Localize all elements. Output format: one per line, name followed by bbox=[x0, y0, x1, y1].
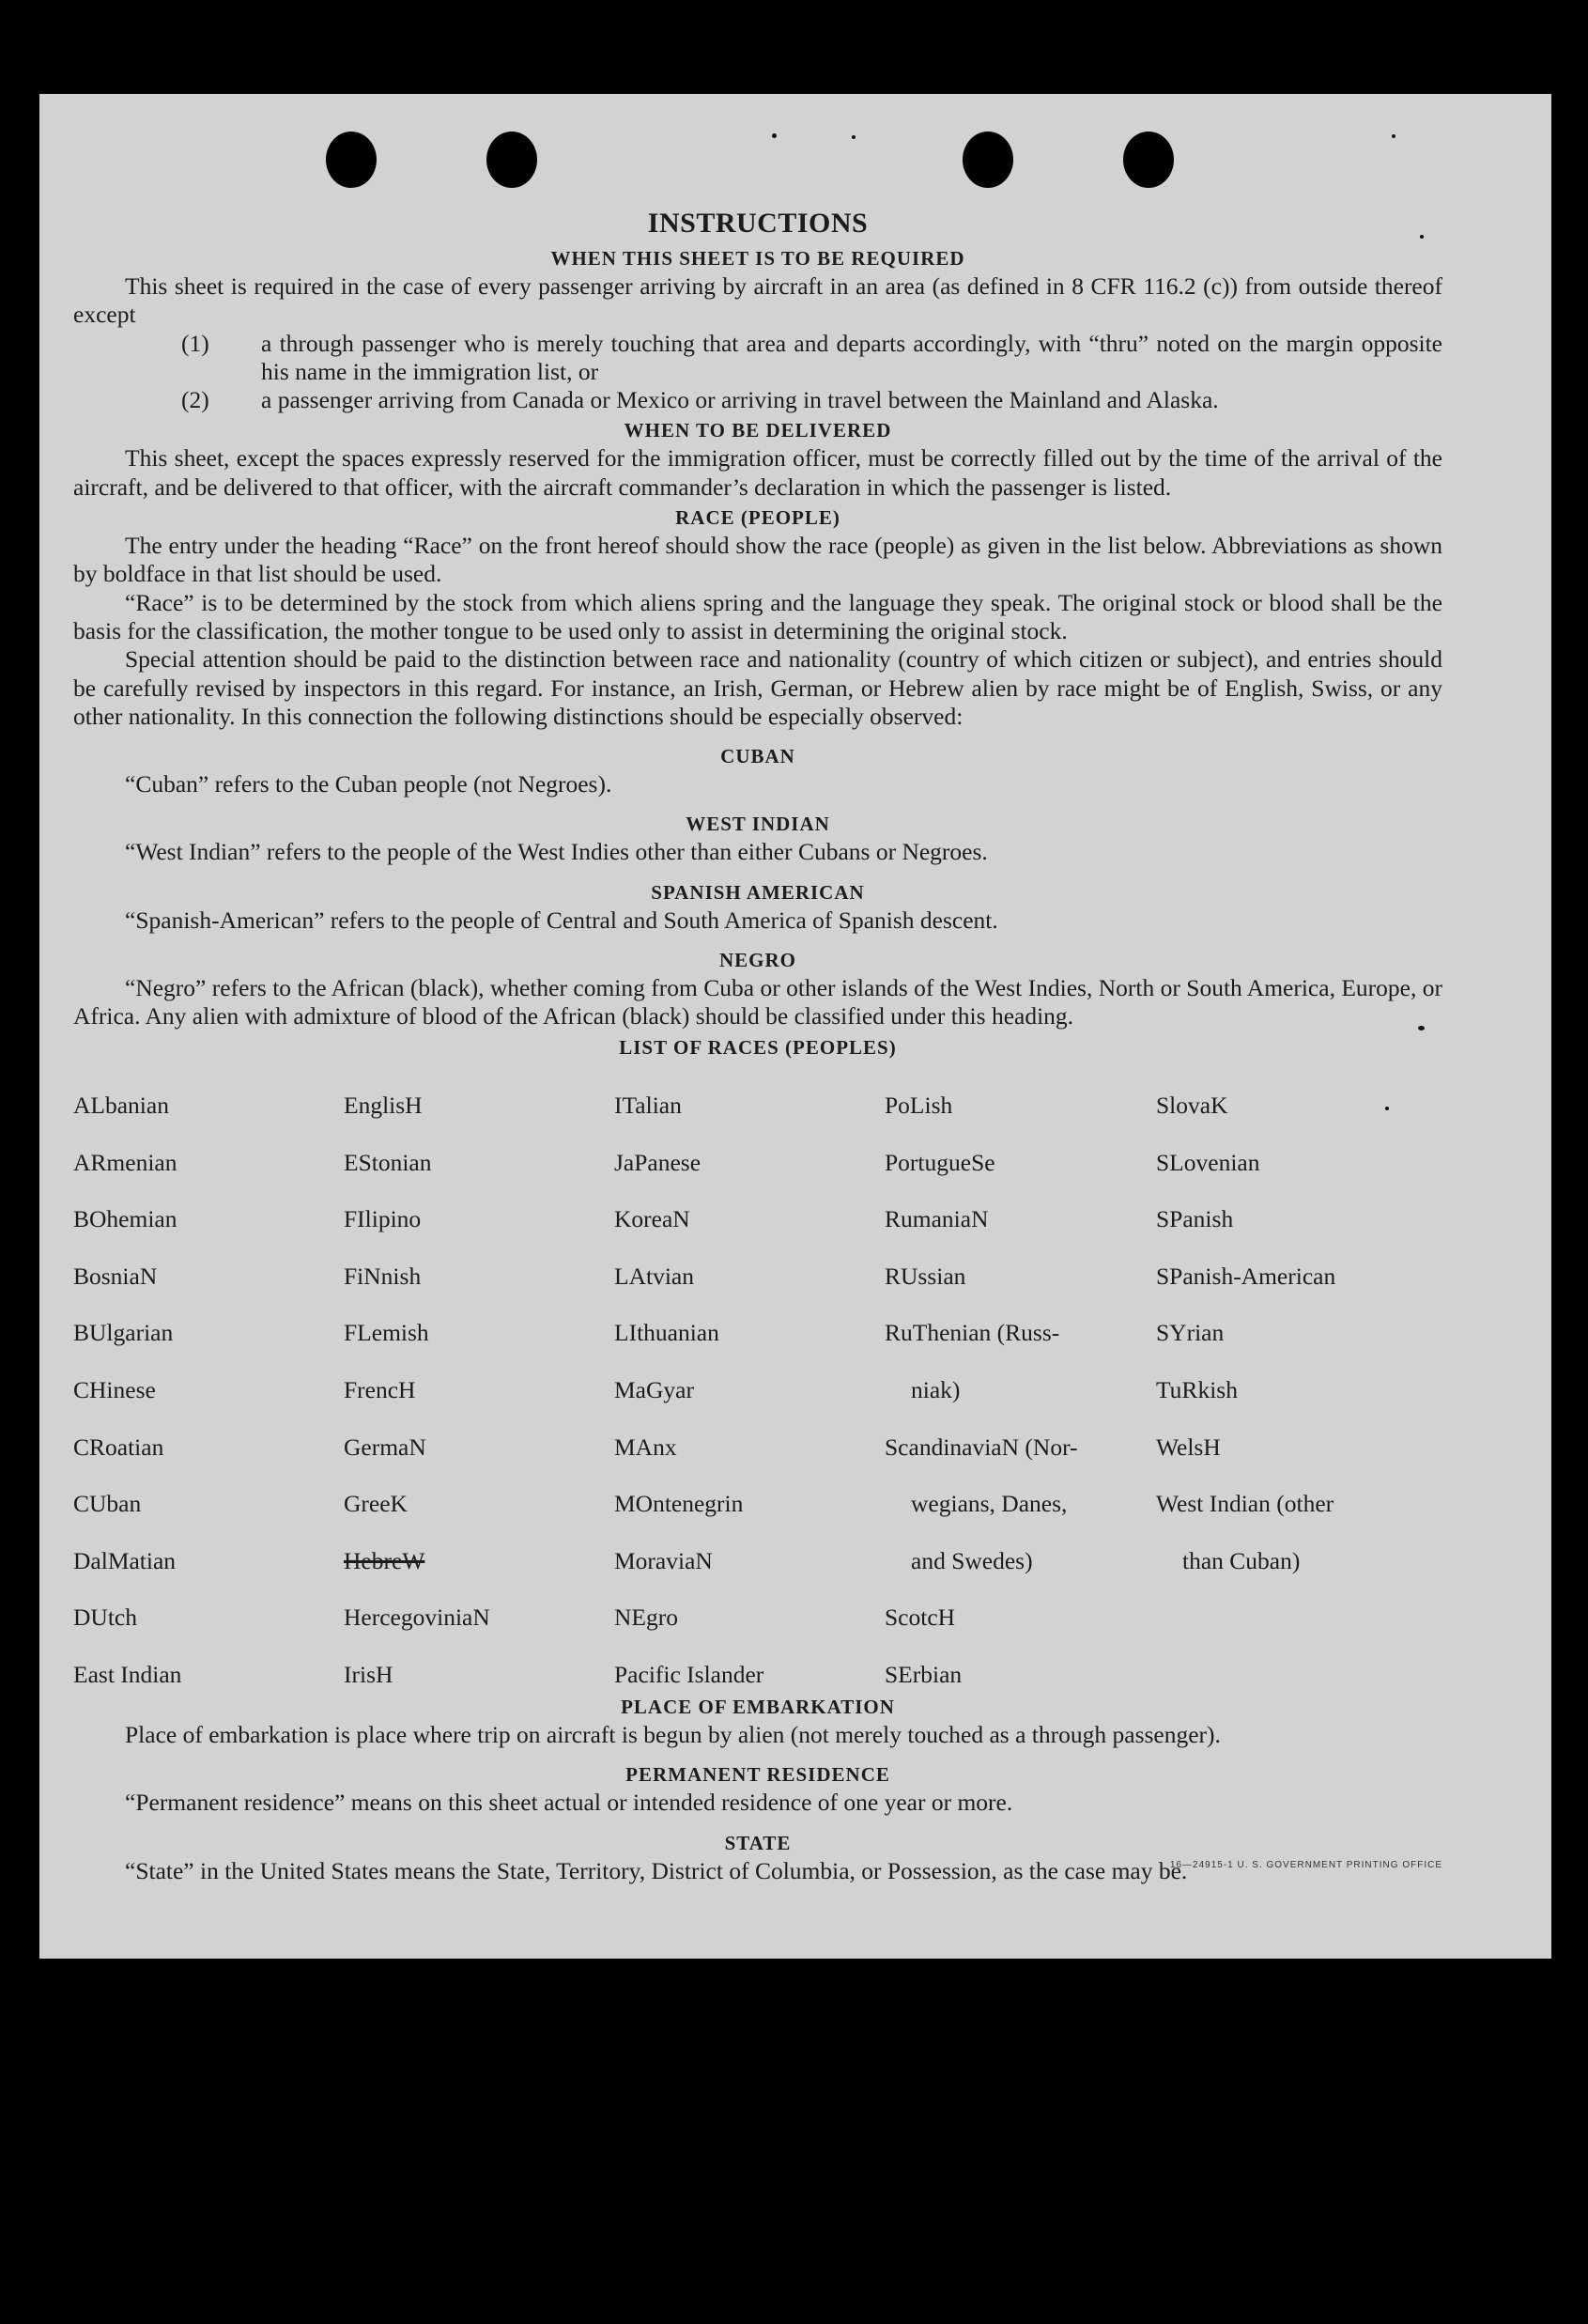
race-entry: NEgro bbox=[614, 1604, 678, 1632]
race-entry: CRoatian bbox=[73, 1433, 164, 1461]
para-negro: “Negro” refers to the African (black), whether coming from Cuba or other islands of the West Indies, North or South America, Europe, or Africa. Any alien with admixture of blood of the African (black) should be classified under this heading. bbox=[73, 974, 1442, 1030]
race-entry: ScandinaviaN (Nor- bbox=[885, 1433, 1078, 1461]
heading-residence: PERMANENT RESIDENCE bbox=[625, 1763, 890, 1787]
races-column bbox=[73, 1063, 344, 1690]
race-entry: ALbanian bbox=[73, 1091, 169, 1119]
page-title: INSTRUCTIONS bbox=[647, 208, 869, 239]
race-entry: DUtch bbox=[73, 1604, 137, 1632]
list-item bbox=[73, 330, 1442, 387]
race-entry: KoreaN bbox=[614, 1205, 690, 1233]
state-block bbox=[73, 1857, 1442, 1885]
race-entry: FrencH bbox=[344, 1375, 416, 1403]
list-item bbox=[73, 386, 1442, 414]
speck bbox=[772, 133, 777, 138]
race-entry: JaPanese bbox=[614, 1148, 701, 1176]
race-entry: FIlipino bbox=[344, 1205, 422, 1233]
race-entry-continued: and Swedes) bbox=[911, 1546, 1033, 1574]
para-state: “State” in the United States means the State, Territory, District of Columbia, or Possession, as the case may be. bbox=[125, 1856, 1188, 1884]
punch-hole bbox=[963, 132, 1013, 188]
para-cuban: “Cuban” refers to the Cuban people (not Negroes). bbox=[125, 770, 612, 798]
race-entry: IrisH bbox=[344, 1660, 393, 1688]
race-entry: MOntenegrin bbox=[614, 1490, 744, 1518]
instructions-content bbox=[73, 205, 1442, 1885]
printing-office-footnote: 16—24915-1 U. S. GOVERNMENT PRINTING OFFICE bbox=[1169, 1859, 1442, 1870]
heading-cuban: CUBAN bbox=[720, 745, 795, 768]
para-residence: “Permanent residence” means on this sheet actual or intended residence of one year or more. bbox=[125, 1789, 1013, 1817]
race-entry: GreeK bbox=[344, 1490, 408, 1518]
races-column bbox=[344, 1063, 614, 1690]
race-entry: DalMatian bbox=[73, 1546, 177, 1574]
race-entry: LIthuanian bbox=[614, 1319, 719, 1347]
race-entry: SPanish-American bbox=[1156, 1262, 1336, 1290]
race-entry: RUssian bbox=[885, 1262, 966, 1290]
race-entry: CHinese bbox=[73, 1375, 156, 1403]
race-entry: EStonian bbox=[344, 1148, 432, 1176]
race-entry: West Indian (other bbox=[1156, 1490, 1334, 1518]
race-entry: RumaniaN bbox=[885, 1205, 989, 1233]
race-entry: CUban bbox=[73, 1490, 142, 1518]
race-entry: FiNnish bbox=[344, 1262, 422, 1290]
para-embarkation: Place of embarkation is place where trip on aircraft is begun by alien (not merely touched as a through passenger). bbox=[125, 1721, 1221, 1749]
heading-embarkation: PLACE OF EMBARKATION bbox=[621, 1696, 895, 1719]
para-spanish-american: “Spanish-American” refers to the people of Central and South America of Spanish descent. bbox=[125, 906, 998, 934]
race-entry: SPanish bbox=[1156, 1205, 1234, 1233]
race-entry: RuThenian (Russ- bbox=[885, 1319, 1060, 1347]
race-entry-continued: than Cuban) bbox=[1182, 1546, 1301, 1574]
race-entry: PortugueSe bbox=[885, 1148, 995, 1176]
item-text: a passenger arriving from Canada or Mexico or arriving in travel between the Mainland and Alaska. bbox=[261, 386, 1219, 414]
race-entry: BOhemian bbox=[73, 1205, 177, 1233]
race-entry: East Indian bbox=[73, 1660, 182, 1688]
races-column bbox=[1156, 1063, 1442, 1690]
speck bbox=[1392, 134, 1395, 138]
heading-when-delivered: WHEN TO BE DELIVERED bbox=[624, 419, 892, 442]
race-entry: SLovenian bbox=[1156, 1148, 1260, 1176]
race-entry: WelsH bbox=[1156, 1433, 1221, 1461]
race-entry: MaGyar bbox=[614, 1375, 694, 1403]
race-entry-struck: HebreW bbox=[344, 1546, 425, 1574]
para-race-2: “Race” is to be determined by the stock from which aliens spring and the language they speak. The original stock or blood shall be the basis for the classification, the mother tongue to be used only to assist in determining the original stock. bbox=[73, 588, 1442, 644]
heading-race: RACE (PEOPLE) bbox=[675, 506, 840, 530]
races-column bbox=[885, 1063, 1156, 1690]
punch-hole bbox=[326, 132, 377, 188]
race-entry: ITalian bbox=[614, 1091, 682, 1119]
race-entry: SYrian bbox=[1156, 1319, 1225, 1347]
race-entry: LAtvian bbox=[614, 1262, 694, 1290]
para-when-delivered: This sheet, except the spaces expressly reserved for the immigration officer, must be correctly filled out by the time of the arrival of the aircraft, and be delivered to that officer, with the aircraft commander’s declaration in which the passenger is listed. bbox=[73, 444, 1442, 501]
para-west-indian: “West Indian” refers to the people of the West Indies other than either Cubans or Negroes. bbox=[125, 838, 988, 866]
races-column bbox=[614, 1063, 885, 1690]
heading-list-of-races: LIST OF RACES (PEOPLES) bbox=[619, 1035, 897, 1059]
race-entry: MoraviaN bbox=[614, 1546, 713, 1574]
race-entry: BosniaN bbox=[73, 1262, 158, 1290]
race-entry: PoLish bbox=[885, 1091, 953, 1119]
heading-negro: NEGRO bbox=[718, 949, 796, 972]
race-entry: Pacific Islander bbox=[614, 1660, 764, 1688]
race-entry: TuRkish bbox=[1156, 1375, 1238, 1403]
heading-when-required: WHEN THIS SHEET IS TO BE REQUIRED bbox=[550, 247, 965, 270]
heading-state: STATE bbox=[724, 1831, 792, 1854]
heading-west-indian: WEST INDIAN bbox=[686, 813, 830, 836]
item-number: (1) bbox=[181, 329, 209, 357]
para-race-1: The entry under the heading “Race” on the front hereof should show the race (people) as given in the list below. Abbreviations as shown by boldface in that list should be used. bbox=[73, 532, 1442, 588]
item-number: (2) bbox=[181, 386, 209, 414]
para-when-required: This sheet is required in the case of every passenger arriving by aircraft in an area (as defined in 8 CFR 116.2 (c)) from outside thereof except bbox=[73, 272, 1442, 329]
race-entry: HercegoviniaN bbox=[344, 1604, 490, 1632]
punch-hole bbox=[1123, 132, 1174, 188]
item-text: a through passenger who is merely touching that area and departs accordingly, with “thru” noted on the margin opposite his name in the immigration list, or bbox=[261, 329, 1442, 385]
race-entry: EnglisH bbox=[344, 1091, 423, 1119]
races-table bbox=[73, 1063, 1442, 1690]
race-entry-continued: wegians, Danes, bbox=[911, 1490, 1068, 1518]
heading-spanish-american: SPANISH AMERICAN bbox=[651, 880, 865, 904]
race-entry: ARmenian bbox=[73, 1148, 177, 1176]
race-entry-continued: niak) bbox=[911, 1375, 961, 1403]
race-entry: GermaN bbox=[344, 1433, 426, 1461]
race-entry: SlovaK bbox=[1156, 1091, 1228, 1119]
speck bbox=[852, 135, 856, 139]
race-entry: BUlgarian bbox=[73, 1319, 174, 1347]
race-entry: ScotcH bbox=[885, 1604, 956, 1632]
para-race-3: Special attention should be paid to the distinction between race and nationality (country of which citizen or subject), and entries should be carefully revised by inspectors in this regard. For instance, an Irish, German, or Hebrew alien by race might be of English, Swiss, or any other nationality. In this connection the following distinctions should be especially observed: bbox=[73, 645, 1442, 730]
race-entry: SErbian bbox=[885, 1660, 963, 1688]
race-entry: MAnx bbox=[614, 1433, 677, 1461]
document-sheet bbox=[39, 94, 1551, 1959]
race-entry: FLemish bbox=[344, 1319, 429, 1347]
punch-hole bbox=[486, 132, 537, 188]
